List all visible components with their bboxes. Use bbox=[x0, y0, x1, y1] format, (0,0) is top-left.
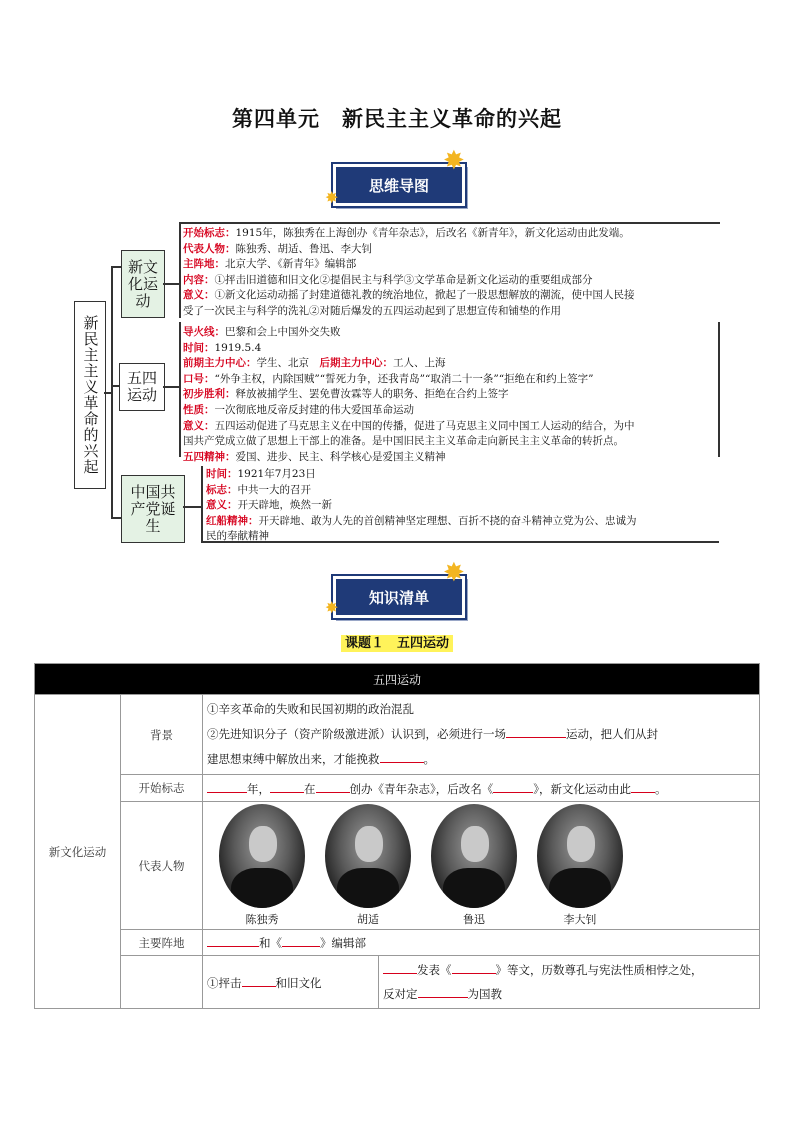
branch2-text bbox=[183, 325, 718, 465]
mm-line: 代表人物：陈独秀、胡适、鲁迅、李大钊 bbox=[183, 242, 372, 255]
content-cell: ①抨击 和旧文化 bbox=[203, 956, 379, 1009]
mm-line: 主阵地：北京大学、《新青年》编辑部 bbox=[183, 258, 357, 271]
blank-field[interactable] bbox=[380, 750, 424, 763]
lesson-title: 课题１ 五四运动 bbox=[0, 632, 794, 651]
blank-field[interactable] bbox=[207, 780, 247, 793]
row-label: 开始标志 bbox=[121, 775, 203, 802]
mm-line: 五四精神：爱国、进步、民主、科学核心是爱国主义精神 bbox=[183, 450, 446, 463]
connector bbox=[163, 283, 179, 285]
mm-line: 受了一次民主与科学的洗礼②对随后爆发的五四运动起到了思想宣传和铺垫的作用 bbox=[183, 304, 561, 317]
background-cell: ①辛亥革命的失败和民国初期的政治混乱 ②先进知识分子（资产阶级激进派）认识到，必须进行一场 运动，把人们从封 建思想束缚中解放出来，才能挽救 。 bbox=[203, 695, 760, 775]
portrait-photo bbox=[537, 804, 623, 908]
portrait: 李大钊 bbox=[537, 804, 623, 927]
row-label bbox=[121, 956, 203, 1009]
blank-field[interactable] bbox=[493, 780, 533, 793]
portrait-photo bbox=[431, 804, 517, 908]
start-cell: 年， 在 创办《青年杂志》，后改名《 》，新文化运动由此 。 bbox=[203, 775, 760, 802]
row-label: 背景 bbox=[121, 695, 203, 775]
mm-line: 意义：①新文化运动动摇了封建道德礼教的统治地位，掀起了一股思想解放的潮流，使中国人民接 bbox=[183, 289, 635, 302]
branch-zhonggong: 中国共产党诞生 bbox=[121, 475, 185, 543]
portrait: 鲁迅 bbox=[431, 804, 517, 927]
mm-line: 内容：①抨击旧道德和旧文化②提倡民主与科学③文学革命是新文化运动的重要组成部分 bbox=[183, 273, 593, 286]
connector bbox=[104, 392, 112, 394]
blank-field[interactable] bbox=[270, 780, 304, 793]
blank-field[interactable] bbox=[506, 725, 566, 738]
portrait: 陈独秀 bbox=[219, 804, 305, 927]
blank-field[interactable] bbox=[631, 780, 655, 793]
blank-field[interactable] bbox=[282, 934, 320, 947]
connector bbox=[179, 222, 181, 318]
connector bbox=[718, 322, 720, 457]
mm-line: 意义：开天辟地，焕然一新 bbox=[206, 499, 332, 512]
mm-line: 时间：1921年7月23日 bbox=[206, 468, 316, 480]
connector bbox=[201, 466, 203, 542]
blank-field[interactable] bbox=[207, 934, 259, 947]
portrait-photo bbox=[219, 804, 305, 908]
mm-line: 红船精神：开天辟地、敢为人先的首创精神坚定理想、百折不挠的奋斗精神立党为公、忠诚为 bbox=[206, 514, 637, 527]
mindmap-root bbox=[74, 301, 106, 489]
table-header: 五四运动 bbox=[35, 664, 760, 695]
blank-field[interactable] bbox=[452, 961, 496, 974]
people-cell bbox=[203, 802, 760, 930]
branch-wusi: 五四运动 bbox=[119, 363, 165, 411]
mm-line: 民的奉献精神 bbox=[206, 530, 269, 543]
mm-line: 前期主力中心：学生、北京 后期主力中心：工人、上海 bbox=[183, 357, 446, 370]
content-cell: 发表《 》等文，历数尊孔与宪法性质相悖之处， 反对定 为国教 bbox=[379, 956, 760, 1009]
star-icon: ✸ bbox=[325, 598, 339, 617]
star-icon: ✸ bbox=[443, 558, 465, 588]
connector bbox=[183, 506, 201, 508]
section-label: 新文化运动 bbox=[35, 695, 121, 1009]
branch1-text bbox=[183, 226, 723, 320]
blank-field[interactable] bbox=[242, 974, 276, 987]
blank-field[interactable] bbox=[316, 780, 350, 793]
mm-line: 国共产党成立做了思想上干部上的准备。是中国旧民主主义革命走向新民主主义革命的转折点。 bbox=[183, 435, 624, 448]
mm-line: 口号：“外争主权，内除国贼”“誓死力争，还我青岛”“取消二十一条”“拒绝在和约上签字” bbox=[183, 372, 594, 385]
page-title: 第四单元 新民主主义革命的兴起 bbox=[232, 107, 562, 131]
branch3-text bbox=[206, 467, 716, 545]
root-label: 新民主主义革命的兴起 bbox=[81, 315, 100, 475]
mm-line: 意义：五四运动促进了马克思主义在中国的传播，促进了马克思主义同中国工人运动的结合，为中 bbox=[183, 419, 635, 432]
mm-line: 标志：中共一大的召开 bbox=[206, 483, 311, 496]
row-label: 代表人物 bbox=[121, 802, 203, 930]
star-icon: ✸ bbox=[443, 146, 465, 176]
knowledge-badge: 知识清单 bbox=[333, 576, 465, 618]
connector bbox=[179, 322, 181, 457]
connector bbox=[111, 385, 119, 387]
knowledge-table bbox=[34, 663, 760, 1009]
star-icon: ✸ bbox=[325, 188, 339, 207]
mindmap-badge: 思维导图 bbox=[333, 164, 465, 206]
mm-line: 初步胜利：释放被捕学生、罢免曹汝霖等人的职务、拒绝在合约上签字 bbox=[183, 388, 509, 401]
connector bbox=[163, 386, 179, 388]
mm-line: 开始标志：1915年，陈独秀在上海创办《青年杂志》，后改名《新青年》，新文化运动由此发端。 bbox=[183, 227, 630, 239]
portrait: 胡适 bbox=[325, 804, 411, 927]
base-cell: 和《 》编辑部 bbox=[203, 930, 760, 956]
connector bbox=[111, 517, 121, 519]
blank-field[interactable] bbox=[418, 985, 468, 998]
row-label: 主要阵地 bbox=[121, 930, 203, 956]
mm-line: 性质：一次彻底地反帝反封建的伟大爱国革命运动 bbox=[183, 403, 414, 416]
mm-line: 时间：1919.5.4 bbox=[183, 341, 262, 354]
blank-field[interactable] bbox=[383, 961, 417, 974]
branch-xinwenhua: 新文化运动 bbox=[121, 250, 165, 318]
connector bbox=[179, 222, 720, 224]
portrait-photo bbox=[325, 804, 411, 908]
mm-line: 导火线：巴黎和会上中国外交失败 bbox=[183, 326, 341, 338]
